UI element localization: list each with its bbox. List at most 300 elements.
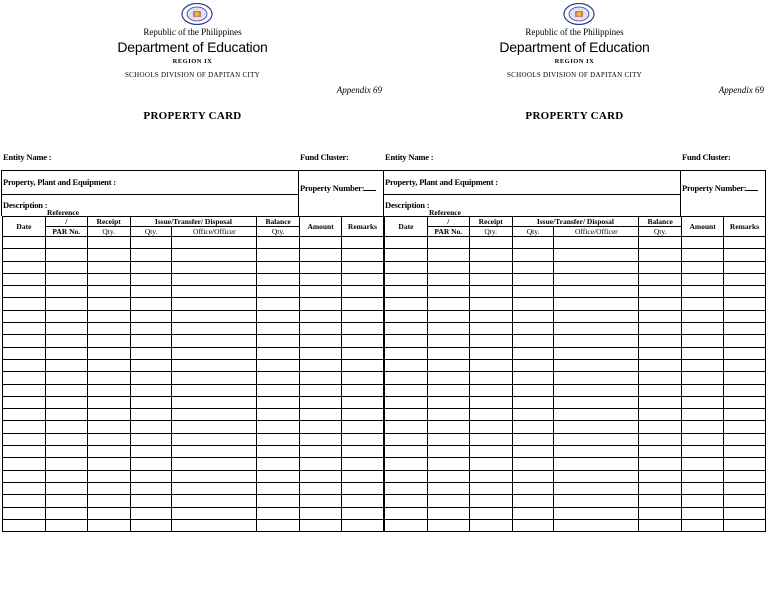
ledger-cell[interactable] — [639, 286, 682, 298]
ledger-cell[interactable] — [45, 409, 87, 421]
ledger-cell[interactable] — [427, 298, 469, 310]
ledger-cell[interactable] — [130, 359, 172, 371]
ledger-cell[interactable] — [469, 396, 512, 408]
ledger-cell[interactable] — [172, 495, 257, 507]
ledger-cell[interactable] — [342, 470, 384, 482]
ledger-cell[interactable] — [469, 482, 512, 494]
ledger-cell[interactable] — [257, 470, 300, 482]
ledger-cell[interactable] — [512, 396, 554, 408]
ledger-cell[interactable] — [512, 286, 554, 298]
ledger-cell[interactable] — [45, 396, 87, 408]
ledger-cell[interactable] — [682, 261, 724, 273]
ledger-cell[interactable] — [639, 396, 682, 408]
ledger-cell[interactable] — [3, 507, 46, 519]
ledger-cell[interactable] — [385, 359, 428, 371]
ledger-cell[interactable] — [342, 384, 384, 396]
ledger-cell[interactable] — [87, 372, 130, 384]
ledger-cell[interactable] — [257, 409, 300, 421]
ledger-cell[interactable] — [512, 310, 554, 322]
ledger-cell[interactable] — [300, 249, 342, 261]
ledger-cell[interactable] — [172, 519, 257, 531]
ledger-cell[interactable] — [512, 495, 554, 507]
ledger-cell[interactable] — [724, 286, 766, 298]
ledger-cell[interactable] — [45, 298, 87, 310]
ledger-cell[interactable] — [300, 409, 342, 421]
ledger-cell[interactable] — [3, 433, 46, 445]
ledger-cell[interactable] — [639, 273, 682, 285]
ledger-cell[interactable] — [554, 347, 639, 359]
ledger-cell[interactable] — [427, 273, 469, 285]
ledger-cell[interactable] — [639, 482, 682, 494]
ledger-cell[interactable] — [639, 359, 682, 371]
ledger-cell[interactable] — [3, 384, 46, 396]
ledger-cell[interactable] — [385, 482, 428, 494]
ledger-cell[interactable] — [427, 359, 469, 371]
ledger-cell[interactable] — [172, 335, 257, 347]
ledger-cell[interactable] — [512, 237, 554, 249]
ledger-cell[interactable] — [257, 372, 300, 384]
ledger-cell[interactable] — [257, 384, 300, 396]
ledger-cell[interactable] — [300, 372, 342, 384]
ledger-cell[interactable] — [3, 372, 46, 384]
ledger-cell[interactable] — [469, 335, 512, 347]
ledger-cell[interactable] — [554, 237, 639, 249]
ledger-cell[interactable] — [385, 495, 428, 507]
ledger-cell[interactable] — [724, 421, 766, 433]
ledger-cell[interactable] — [45, 335, 87, 347]
ledger-cell[interactable] — [87, 495, 130, 507]
ledger-cell[interactable] — [3, 359, 46, 371]
ledger-cell[interactable] — [87, 237, 130, 249]
ledger-cell[interactable] — [469, 261, 512, 273]
ledger-cell[interactable] — [342, 237, 384, 249]
ledger-cell[interactable] — [469, 421, 512, 433]
ledger-cell[interactable] — [554, 384, 639, 396]
ledger-cell[interactable] — [3, 310, 46, 322]
ledger-cell[interactable] — [682, 237, 724, 249]
ledger-cell[interactable] — [427, 396, 469, 408]
ledger-cell[interactable] — [172, 298, 257, 310]
ledger-cell[interactable] — [3, 458, 46, 470]
ledger-cell[interactable] — [172, 237, 257, 249]
ledger-cell[interactable] — [3, 482, 46, 494]
ledger-cell[interactable] — [682, 396, 724, 408]
ledger-cell[interactable] — [342, 359, 384, 371]
ledger-cell[interactable] — [87, 298, 130, 310]
ledger-cell[interactable] — [257, 237, 300, 249]
ledger-cell[interactable] — [130, 237, 172, 249]
ledger-cell[interactable] — [45, 249, 87, 261]
ledger-cell[interactable] — [427, 458, 469, 470]
ledger-cell[interactable] — [45, 421, 87, 433]
ledger-cell[interactable] — [469, 347, 512, 359]
ledger-cell[interactable] — [172, 261, 257, 273]
ledger-cell[interactable] — [427, 470, 469, 482]
ledger-cell[interactable] — [724, 347, 766, 359]
ledger-cell[interactable] — [172, 372, 257, 384]
ledger-cell[interactable] — [342, 286, 384, 298]
ledger-cell[interactable] — [512, 519, 554, 531]
ledger-cell[interactable] — [257, 310, 300, 322]
ledger-cell[interactable] — [682, 458, 724, 470]
ledger-cell[interactable] — [87, 470, 130, 482]
ledger-cell[interactable] — [130, 347, 172, 359]
ledger-cell[interactable] — [554, 323, 639, 335]
ledger-cell[interactable] — [87, 323, 130, 335]
ledger-cell[interactable] — [554, 519, 639, 531]
ledger-cell[interactable] — [512, 261, 554, 273]
ledger-cell[interactable] — [342, 249, 384, 261]
ledger-cell[interactable] — [257, 446, 300, 458]
ledger-cell[interactable] — [512, 249, 554, 261]
ledger-cell[interactable] — [469, 273, 512, 285]
ledger-cell[interactable] — [724, 323, 766, 335]
ledger-cell[interactable] — [300, 273, 342, 285]
ledger-cell[interactable] — [130, 433, 172, 445]
ledger-cell[interactable] — [257, 507, 300, 519]
ledger-cell[interactable] — [682, 421, 724, 433]
ledger-cell[interactable] — [512, 372, 554, 384]
ledger-cell[interactable] — [682, 273, 724, 285]
ledger-cell[interactable] — [385, 261, 428, 273]
ledger-cell[interactable] — [554, 273, 639, 285]
ledger-cell[interactable] — [45, 273, 87, 285]
ledger-cell[interactable] — [87, 446, 130, 458]
ledger-cell[interactable] — [257, 286, 300, 298]
ledger-cell[interactable] — [385, 237, 428, 249]
ledger-cell[interactable] — [342, 519, 384, 531]
ledger-cell[interactable] — [3, 495, 46, 507]
ledger-cell[interactable] — [257, 519, 300, 531]
ledger-cell[interactable] — [512, 409, 554, 421]
ledger-cell[interactable] — [87, 458, 130, 470]
ledger-cell[interactable] — [724, 249, 766, 261]
ledger-cell[interactable] — [469, 495, 512, 507]
ledger-cell[interactable] — [130, 249, 172, 261]
ledger-cell[interactable] — [554, 495, 639, 507]
ledger-cell[interactable] — [385, 323, 428, 335]
ledger-cell[interactable] — [469, 458, 512, 470]
ledger-cell[interactable] — [682, 470, 724, 482]
ledger-cell[interactable] — [342, 335, 384, 347]
ledger-cell[interactable] — [385, 347, 428, 359]
ledger-cell[interactable] — [554, 286, 639, 298]
ledger-cell[interactable] — [427, 519, 469, 531]
ledger-cell[interactable] — [427, 310, 469, 322]
ledger-cell[interactable] — [724, 519, 766, 531]
ledger-cell[interactable] — [554, 446, 639, 458]
ledger-cell[interactable] — [682, 372, 724, 384]
ledger-cell[interactable] — [3, 237, 46, 249]
ledger-cell[interactable] — [300, 507, 342, 519]
ledger-cell[interactable] — [682, 335, 724, 347]
ledger-cell[interactable] — [724, 237, 766, 249]
ledger-cell[interactable] — [300, 347, 342, 359]
ledger-cell[interactable] — [469, 237, 512, 249]
ledger-cell[interactable] — [427, 507, 469, 519]
ledger-cell[interactable] — [639, 409, 682, 421]
ledger-cell[interactable] — [300, 495, 342, 507]
ledger-cell[interactable] — [130, 335, 172, 347]
ledger-cell[interactable] — [427, 495, 469, 507]
ledger-cell[interactable] — [639, 249, 682, 261]
ledger-cell[interactable] — [45, 359, 87, 371]
ledger-cell[interactable] — [512, 433, 554, 445]
ledger-cell[interactable] — [130, 323, 172, 335]
ledger-cell[interactable] — [45, 482, 87, 494]
ledger-cell[interactable] — [257, 298, 300, 310]
ledger-cell[interactable] — [724, 273, 766, 285]
ledger-cell[interactable] — [512, 273, 554, 285]
ledger-cell[interactable] — [724, 384, 766, 396]
ledger-cell[interactable] — [639, 237, 682, 249]
ledger-cell[interactable] — [3, 249, 46, 261]
ledger-cell[interactable] — [300, 286, 342, 298]
ledger-cell[interactable] — [554, 298, 639, 310]
ledger-cell[interactable] — [639, 372, 682, 384]
ledger-cell[interactable] — [639, 298, 682, 310]
ledger-cell[interactable] — [639, 507, 682, 519]
ledger-cell[interactable] — [724, 482, 766, 494]
ledger-cell[interactable] — [724, 470, 766, 482]
ledger-cell[interactable] — [3, 470, 46, 482]
ledger-cell[interactable] — [87, 249, 130, 261]
ledger-cell[interactable] — [300, 310, 342, 322]
ledger-cell[interactable] — [87, 347, 130, 359]
ledger-cell[interactable] — [45, 347, 87, 359]
ledger-cell[interactable] — [512, 384, 554, 396]
ledger-cell[interactable] — [639, 458, 682, 470]
ledger-cell[interactable] — [300, 323, 342, 335]
ledger-cell[interactable] — [512, 359, 554, 371]
ledger-cell[interactable] — [87, 310, 130, 322]
ledger-cell[interactable] — [427, 335, 469, 347]
ledger-cell[interactable] — [682, 433, 724, 445]
ledger-cell[interactable] — [512, 482, 554, 494]
ledger-cell[interactable] — [385, 273, 428, 285]
ledger-cell[interactable] — [385, 433, 428, 445]
ledger-cell[interactable] — [342, 323, 384, 335]
ledger-cell[interactable] — [554, 359, 639, 371]
ledger-cell[interactable] — [469, 433, 512, 445]
ledger-cell[interactable] — [682, 359, 724, 371]
ledger-cell[interactable] — [469, 359, 512, 371]
ledger-cell[interactable] — [724, 409, 766, 421]
ledger-cell[interactable] — [172, 446, 257, 458]
ledger-cell[interactable] — [257, 335, 300, 347]
ledger-cell[interactable] — [342, 396, 384, 408]
ledger-cell[interactable] — [724, 433, 766, 445]
ledger-cell[interactable] — [385, 446, 428, 458]
ledger-cell[interactable] — [682, 323, 724, 335]
ledger-cell[interactable] — [130, 261, 172, 273]
ledger-cell[interactable] — [87, 482, 130, 494]
ledger-cell[interactable] — [554, 396, 639, 408]
ledger-cell[interactable] — [469, 310, 512, 322]
ledger-cell[interactable] — [724, 458, 766, 470]
ledger-cell[interactable] — [724, 359, 766, 371]
ledger-cell[interactable] — [427, 482, 469, 494]
ledger-cell[interactable] — [385, 286, 428, 298]
ledger-cell[interactable] — [469, 372, 512, 384]
ledger-cell[interactable] — [45, 519, 87, 531]
ledger-cell[interactable] — [512, 507, 554, 519]
ledger-cell[interactable] — [342, 310, 384, 322]
ledger-cell[interactable] — [130, 482, 172, 494]
ledger-cell[interactable] — [512, 323, 554, 335]
ledger-cell[interactable] — [130, 384, 172, 396]
ledger-cell[interactable] — [512, 335, 554, 347]
ledger-cell[interactable] — [87, 421, 130, 433]
ledger-cell[interactable] — [300, 384, 342, 396]
ledger-cell[interactable] — [554, 421, 639, 433]
ledger-cell[interactable] — [724, 310, 766, 322]
ledger-cell[interactable] — [554, 458, 639, 470]
ledger-cell[interactable] — [300, 237, 342, 249]
ledger-cell[interactable] — [130, 519, 172, 531]
ledger-cell[interactable] — [724, 372, 766, 384]
ledger-cell[interactable] — [257, 433, 300, 445]
ledger-cell[interactable] — [172, 433, 257, 445]
ledger-cell[interactable] — [342, 482, 384, 494]
ledger-cell[interactable] — [385, 310, 428, 322]
ledger-cell[interactable] — [300, 519, 342, 531]
ledger-cell[interactable] — [512, 421, 554, 433]
ledger-cell[interactable] — [512, 347, 554, 359]
ledger-cell[interactable] — [724, 335, 766, 347]
ledger-cell[interactable] — [172, 286, 257, 298]
ledger-cell[interactable] — [427, 409, 469, 421]
ledger-cell[interactable] — [427, 237, 469, 249]
ledger-cell[interactable] — [45, 458, 87, 470]
ledger-cell[interactable] — [342, 298, 384, 310]
ledger-cell[interactable] — [682, 286, 724, 298]
ledger-cell[interactable] — [87, 433, 130, 445]
ledger-cell[interactable] — [172, 396, 257, 408]
ledger-cell[interactable] — [300, 482, 342, 494]
ledger-cell[interactable] — [3, 396, 46, 408]
ledger-cell[interactable] — [639, 433, 682, 445]
ledger-cell[interactable] — [385, 384, 428, 396]
ledger-cell[interactable] — [172, 482, 257, 494]
ledger-cell[interactable] — [427, 372, 469, 384]
ledger-cell[interactable] — [172, 421, 257, 433]
ledger-cell[interactable] — [257, 482, 300, 494]
ledger-cell[interactable] — [87, 335, 130, 347]
ledger-cell[interactable] — [682, 347, 724, 359]
ledger-cell[interactable] — [682, 482, 724, 494]
ledger-cell[interactable] — [639, 335, 682, 347]
ledger-cell[interactable] — [45, 507, 87, 519]
ledger-cell[interactable] — [427, 323, 469, 335]
ledger-cell[interactable] — [172, 310, 257, 322]
ledger-cell[interactable] — [3, 323, 46, 335]
ledger-cell[interactable] — [257, 261, 300, 273]
ledger-cell[interactable] — [682, 519, 724, 531]
ledger-cell[interactable] — [639, 323, 682, 335]
ledger-cell[interactable] — [554, 507, 639, 519]
ledger-cell[interactable] — [300, 458, 342, 470]
ledger-cell[interactable] — [130, 286, 172, 298]
ledger-cell[interactable] — [469, 298, 512, 310]
ledger-cell[interactable] — [427, 249, 469, 261]
ledger-cell[interactable] — [469, 286, 512, 298]
ledger-cell[interactable] — [87, 409, 130, 421]
ledger-cell[interactable] — [639, 261, 682, 273]
ledger-cell[interactable] — [45, 433, 87, 445]
ledger-cell[interactable] — [172, 249, 257, 261]
ledger-cell[interactable] — [300, 335, 342, 347]
ledger-cell[interactable] — [554, 482, 639, 494]
ledger-cell[interactable] — [130, 495, 172, 507]
ledger-cell[interactable] — [130, 298, 172, 310]
ledger-cell[interactable] — [427, 421, 469, 433]
ledger-cell[interactable] — [3, 335, 46, 347]
ledger-cell[interactable] — [639, 310, 682, 322]
ledger-cell[interactable] — [427, 446, 469, 458]
ledger-cell[interactable] — [724, 298, 766, 310]
ledger-cell[interactable] — [342, 409, 384, 421]
ledger-cell[interactable] — [172, 323, 257, 335]
ledger-cell[interactable] — [300, 470, 342, 482]
ledger-cell[interactable] — [342, 433, 384, 445]
ledger-cell[interactable] — [342, 446, 384, 458]
ledger-cell[interactable] — [469, 323, 512, 335]
ledger-cell[interactable] — [342, 421, 384, 433]
ledger-cell[interactable] — [554, 470, 639, 482]
ledger-cell[interactable] — [257, 396, 300, 408]
ledger-cell[interactable] — [469, 384, 512, 396]
ledger-cell[interactable] — [427, 286, 469, 298]
ledger-cell[interactable] — [172, 458, 257, 470]
ledger-cell[interactable] — [45, 237, 87, 249]
ledger-cell[interactable] — [87, 519, 130, 531]
ledger-cell[interactable] — [385, 409, 428, 421]
ledger-cell[interactable] — [385, 249, 428, 261]
ledger-cell[interactable] — [87, 384, 130, 396]
ledger-cell[interactable] — [385, 507, 428, 519]
ledger-cell[interactable] — [130, 446, 172, 458]
ledger-cell[interactable] — [469, 507, 512, 519]
ledger-cell[interactable] — [724, 495, 766, 507]
ledger-cell[interactable] — [45, 323, 87, 335]
ledger-cell[interactable] — [300, 359, 342, 371]
ledger-cell[interactable] — [3, 286, 46, 298]
ledger-cell[interactable] — [130, 507, 172, 519]
ledger-cell[interactable] — [130, 458, 172, 470]
ledger-cell[interactable] — [342, 507, 384, 519]
ledger-cell[interactable] — [639, 384, 682, 396]
ledger-cell[interactable] — [130, 409, 172, 421]
ledger-cell[interactable] — [130, 310, 172, 322]
ledger-cell[interactable] — [172, 347, 257, 359]
ledger-cell[interactable] — [724, 446, 766, 458]
ledger-cell[interactable] — [639, 421, 682, 433]
ledger-cell[interactable] — [554, 433, 639, 445]
ledger-cell[interactable] — [682, 409, 724, 421]
ledger-cell[interactable] — [427, 261, 469, 273]
ledger-cell[interactable] — [3, 298, 46, 310]
ledger-cell[interactable] — [257, 347, 300, 359]
ledger-cell[interactable] — [300, 396, 342, 408]
ledger-cell[interactable] — [45, 495, 87, 507]
ledger-cell[interactable] — [172, 409, 257, 421]
ledger-cell[interactable] — [257, 359, 300, 371]
ledger-cell[interactable] — [300, 446, 342, 458]
ledger-cell[interactable] — [342, 495, 384, 507]
ledger-cell[interactable] — [130, 421, 172, 433]
ledger-cell[interactable] — [87, 286, 130, 298]
